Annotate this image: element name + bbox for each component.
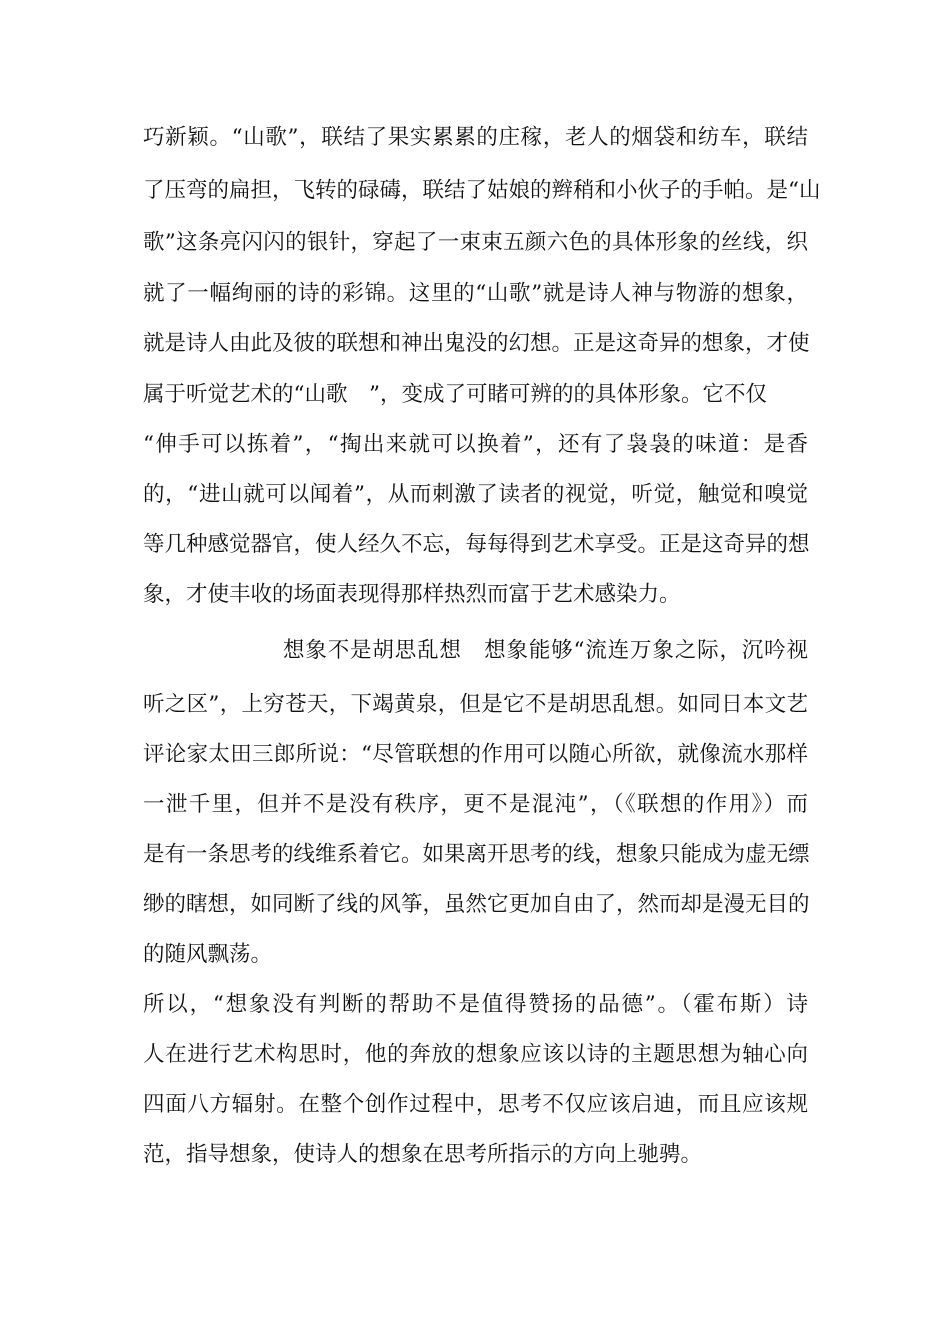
text-line: 就是诗人由此及彼的联想和神出鬼没的幻想。正是这奇异的想象，才使 <box>143 331 810 356</box>
text-line: 缈的瞎想，如同断了线的风筝，虽然它更加自由了，然而却是漫无目的 <box>143 892 810 917</box>
text-line: 就了一幅绚丽的诗的彩锦。这里的“山歌”就是诗人神与物游的想象， <box>143 281 808 306</box>
text-line: 属于听觉艺术的“山歌 ”，变成了可睹可辨的的具体形象。它不仅 <box>143 382 767 407</box>
text-line: 等几种感觉器官，使人经久不忘，每每得到艺术享受。正是这奇异的想 <box>143 532 810 557</box>
text-line: 所以，“想象没有判断的帮助不是值得赞扬的品德”。（霍布斯）诗 <box>143 992 808 1017</box>
text-line: 了压弯的扁担，飞转的碌碡，联结了姑娘的辫稍和小伙子的手帕。是“山 <box>143 178 821 203</box>
text-line: 的随风飘荡。 <box>143 942 273 967</box>
text-line: 听之区”，上穷苍天，下竭黄泉，但是它不是胡思乱想。如同日本文艺 <box>143 692 808 717</box>
section-heading-line: 想象不是胡思乱想 想象能够“流连万象之际，沉吟视 <box>283 638 808 663</box>
text-line: 人在进行艺术构思时，他的奔放的想象应该以诗的主题思想为轴心向 <box>143 1042 808 1067</box>
text-line: 巧新颖。“山歌”，联结了果实累累的庄稼，老人的烟袋和纺车，联结 <box>143 125 808 150</box>
text-line: 是有一条思考的线维系着它。如果离开思考的线，想象只能成为虚无缥 <box>143 842 810 867</box>
text-line: 范，指导想象，使诗人的想象在思考所指示的方向上驰骋。 <box>143 1142 703 1167</box>
text-line: 一泄千里，但并不是没有秩序，更不是混沌”，（《联想的作用》）而 <box>143 792 808 817</box>
text-line: “伸手可以拣着”，“掏出来就可以换着”，还有了袅袅的味道：是香 <box>143 432 808 457</box>
text-line: 评论家太田三郎所说：“尽管联想的作用可以随心所欲，就像流水那样 <box>143 742 808 767</box>
text-line: 象，才使丰收的场面表现得那样热烈而富于艺术感染力。 <box>143 582 681 607</box>
text-line: 的，“进山就可以闻着”，从而刺激了读者的视觉，听觉，触觉和嗅觉 <box>143 482 808 507</box>
text-line: 四面八方辐射。在整个创作过程中，思考不仅应该启迪，而且应该规 <box>143 1092 808 1117</box>
text-line: 歌”这条亮闪闪的银针，穿起了一束束五颜六色的具体形象的丝线，织 <box>143 230 808 255</box>
